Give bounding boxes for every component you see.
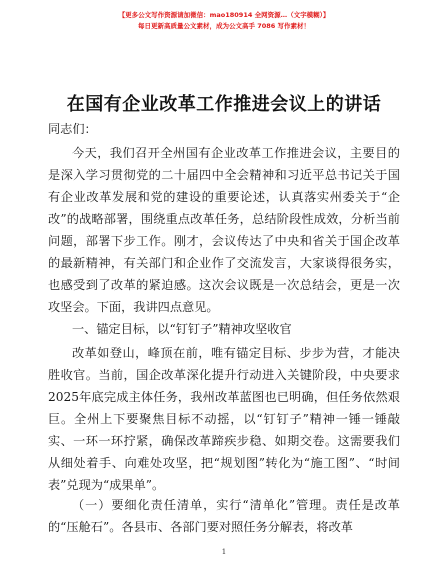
- section-heading-1: 一、锚定目标，以“钉钉子”精神攻坚收官: [72, 322, 292, 336]
- page-number: 1: [221, 548, 227, 556]
- promo-banner-line-1: 【更多公文写作资源请加微信：mao180914 全网资源…（文字模糊）】: [118, 11, 330, 19]
- document-title: 在国有企业改革工作推进会议上的讲话: [66, 94, 382, 115]
- paragraph-intro: 今天，我们召开全州国有企业改革工作推进会议，主要目的是深入学习贯彻党的二十届四中全会精神和习近平总书记关于国有企业改革发展和党的建设的重要论述，认真落实州委关于“企改”的战略部署，围绕重点改革任务，总结阶段性成效，分析当前问题，部署下步工作。刚才，会议传达了中央和省关于国企改革的最新精神，有关部门和企业作了交流发言，大家谈得很务实，也感受到了改革的紧迫感。这次会议既是一次总结会，更是一次攻坚会。下面，我讲四点意见。: [48, 146, 400, 314]
- promo-banner: [0, 10, 448, 32]
- subsection-heading-1: （一）要细化责任清单，实行“清单化”管理。责任是改革的“压舱石”。各县市、各部门要对照任务分解表，将改革: [48, 498, 400, 534]
- salutation: 同志们：: [48, 122, 97, 136]
- paragraph-section-1: 改革如登山，峰顶在前，唯有锚定目标、步步为营，才能决胜收官。当前，国企改革深化提升行动进入关键阶段，中央要求2025年底完成主体任务，我州改革蓝图也已明确，但任务依然艰巨。全州上下要聚焦目标不动摇，以“钉钉子”精神一锤一锤敲实、一环一环拧紧，确保改革蹄疾步稳、如期交卷。这需要我们从细处着手、向难处攻坚，把“规划图”转化为“施工图”、“时间表”兑现为“成果单”。: [48, 346, 400, 492]
- promo-banner-line-2: 每日更新高质量公文素材，成为公文高手 7086 写作素材！: [137, 22, 311, 30]
